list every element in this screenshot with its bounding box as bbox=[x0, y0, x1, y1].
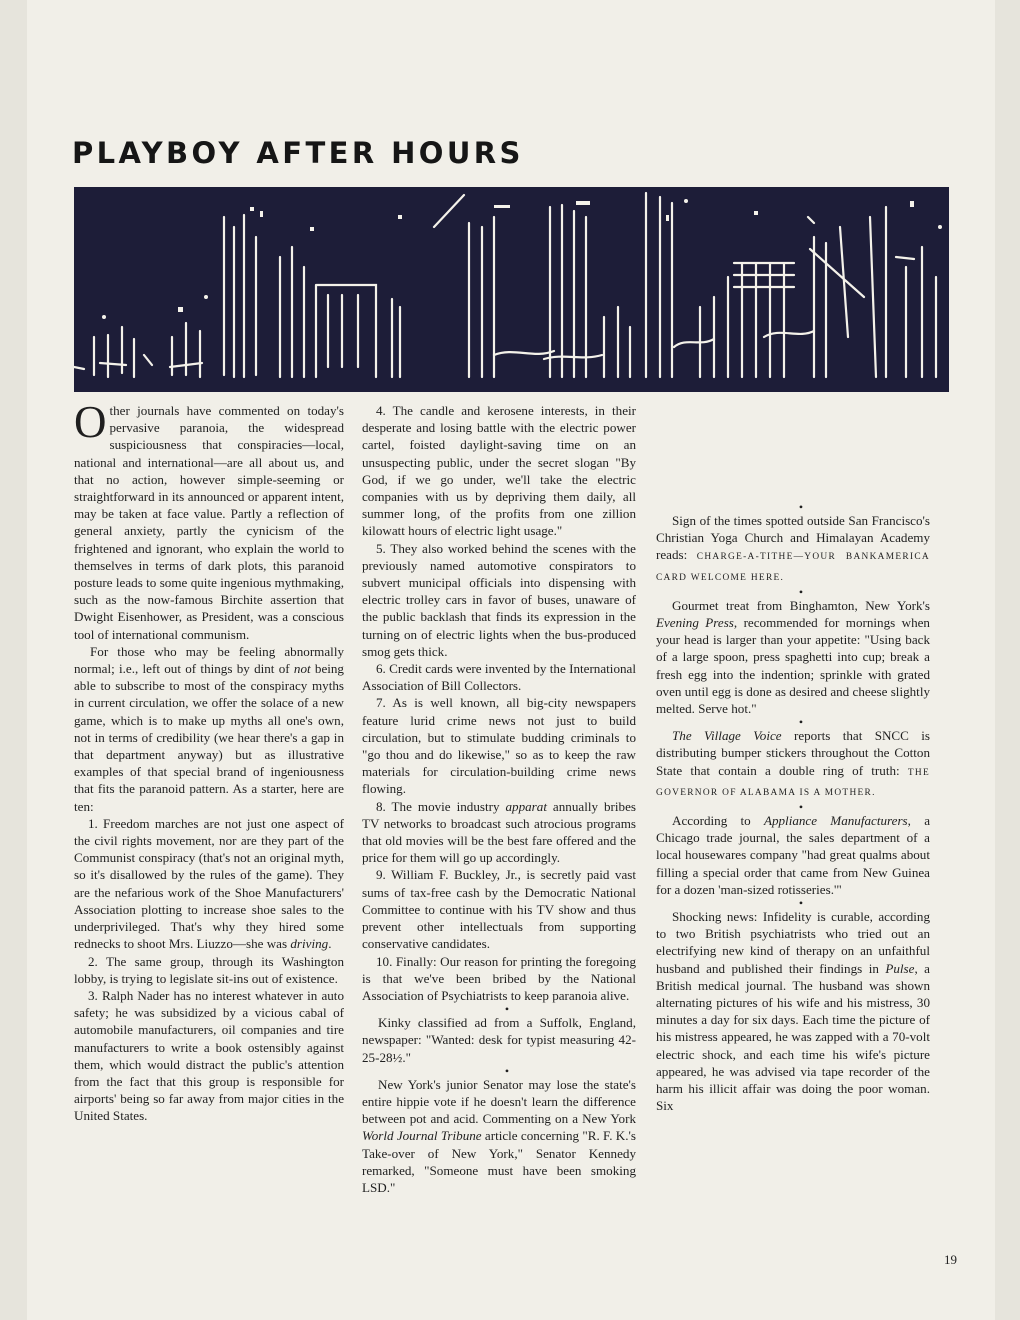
separator-dot: • bbox=[798, 715, 804, 730]
myth-3: 3. Ralph Nader has no interest whatever in auto safety; he was subsidized by a vicious cabal of automobile manufacturers, oil companies and tire manufacturers to write a book ostensibly against them, which would distract the public's attention from the fact that this group is responsible for airports' being so far away from major cities in the United States. bbox=[74, 987, 344, 1124]
game-paragraph: For those who may be feeling abnormally normal; i.e., left out of things by dint of not being able to subscribe to most of the conspiracy myths in current circulation, we offer the solace of a new game, which is to make up myths all one's own, not in terms of credibility (we hear there's a gap in that department anyway) but as illustrative examples of that special brand of ingeniousness that fits the paranoid pattern. As a starter, here are ten: bbox=[74, 643, 344, 814]
separator-dot: • bbox=[798, 500, 804, 514]
separator-dot: • bbox=[504, 1063, 510, 1078]
myth-6: 6. Credit cards were invented by the International Association of Bill Collectors. bbox=[362, 661, 636, 694]
intro-paragraph bbox=[74, 397, 344, 643]
separator-dot: • bbox=[798, 800, 804, 815]
page-number: 19 bbox=[944, 1252, 957, 1267]
article-column-1 bbox=[74, 397, 344, 1125]
brief-kinky-ad: Kinky classified ad from a Suffolk, England, newspaper: "Wanted: desk for typist measuring 42-25-28½." bbox=[362, 1015, 636, 1065]
intro-text: ther journals have commented on today's pervasive paranoia, the widespread suspiciousness that conspiracies—local, national and international—are all about us, and that no action, however simple-seeming or straightforward in its announced or apparent intent, may be taken at face value. Partly a reflection of general anxiety, partly the cynicism of the frightened and ignorant, who explain the world to themselves in terms of dark plots, this paranoid posture leads to some quite ingenious mythmaking, such as the now-famous Birchite assertion that Dwight Eisenhower, as President, was a conscious tool of international communism. bbox=[74, 403, 344, 642]
myth-9: 9. William F. Buckley, Jr., is secretly paid vast sums of tax-free cash by the Democratic National Committee to continue with his TV show and thus prevent other intellectuals from supporting conservative candidates. bbox=[362, 867, 636, 952]
night-skyline-illustration bbox=[74, 187, 949, 392]
separator-dot: • bbox=[798, 896, 804, 911]
separator-dot: • bbox=[504, 1002, 510, 1017]
myth-10: 10. Finally: Our reason for printing the foregoing is that we've been bribed by the National Association of Psychiatrists to keep paranoia alive. bbox=[362, 953, 636, 1003]
myth-2: 2. The same group, through its Washington lobby, is trying to legislate sit-ins out of existence. bbox=[74, 953, 344, 986]
myth-1: 1. Freedom marches are not just one aspect of the civil rights movement, nor are they part of the Communist conspiracy (that's not an original myth, so it's disallowed by the rules of the game). They are the nefarious work of the Shoe Manufacturers' Association plotting to increase shoe sales to the underprivileged. That's why they hired some rednecks to shoot Mrs. Liuzzo—she was driving. bbox=[74, 815, 344, 952]
myth-8: 8. The movie industry apparat annually bribes TV networks to broadcast such atrocious programs that old movies will be the best fare offered and the price for them will go up accordingly. bbox=[362, 798, 636, 866]
brief-gourmet: Gourmet treat from Binghamton, New York's Evening Press, recommended for mornings when your head is larger than your appetite: "Using back of a large spoon, press spaghetti into cup; break a fresh egg into the indention; sprinkle with grated oven until egg is done as desired and cheese slightly melted. Serve hot." bbox=[656, 597, 930, 717]
brief-shocking-news: Shocking news: Infidelity is curable, according to two British psychiatrists who tried out an electrifying new kind of therapy on an unfaithful husband and published their findings in Pulse, a British medical journal. The husband was shown alternating pictures of his wife and his mistress, 30 minutes a day for six days. Each time the picture of his mistress appeared, he was zapped with a 70-volt electric shock, and each time his wife's picture appeared, he was advised via tape recorder of the harm his illicit affair was doing the poor woman. Six bbox=[656, 909, 930, 1114]
brief-appliance: According to Appliance Manufacturers, a Chicago trade journal, the sales department of a local housewares company "had great qualms about filling a special order that came from New Guinea for a dozen 'man-sized rotisseries.'" bbox=[656, 813, 930, 897]
skyline-drawing bbox=[74, 187, 949, 392]
separator-dot: • bbox=[798, 584, 804, 599]
myth-7: 7. As is well known, all big-city newspapers feature lurid crime news not just to build circulation, but to stimulate budding criminals to "go thou and do likewise," so as to keep the raw materials for circulation-building crime news flowing. bbox=[362, 695, 636, 797]
article-column-2 bbox=[362, 402, 636, 1196]
myth-5: 5. They also worked behind the scenes with the previously named automotive conspirators to subvert municipal officials into dispensing with electric trolley cars in favor of buses, unaware of the public backlash that finds its expression in the turning on of electric lights when the bus-produced smog gets thick. bbox=[362, 540, 636, 659]
myth-4: 4. The candle and kerosene interests, in their desperate and losing battle with the electric power cartel, foisted daylight-saving time on an unsuspecting public, under the secret slogan "By God, if we go under, we'll take the electric companies with us by depriving them daily, all summer long, of the profits from one zillion kilowatt hours of electric light usage." bbox=[362, 403, 636, 539]
drop-cap: O bbox=[74, 397, 107, 447]
brief-senator: New York's junior Senator may lose the state's entire hippie vote if he doesn't learn the difference between pot and acid. Commenting on a New York World Journal Tribune article concerning "R. F. K.'s Take-over of New York," Senator Kennedy remarked, "Someone must have been smoking LSD." bbox=[362, 1076, 636, 1195]
article-column-3 bbox=[656, 402, 930, 1115]
brief-yoga-church: Sign of the times spotted outside San Francisco's Christian Yoga Church and Himalayan Academy reads: CHARGE-A-TITHE—YOUR BANKAMERICA CARD WELCOME HERE. bbox=[656, 513, 930, 583]
brief-sncc: The Village Voice reports that SNCC is distributing bumper stickers throughout the Cotton State that contain a double ring of truth: THE GOVERNOR OF ALABAMA IS A MOTHER. bbox=[656, 728, 931, 798]
page-title: PLAYBOY AFTER HOURS bbox=[72, 136, 524, 170]
